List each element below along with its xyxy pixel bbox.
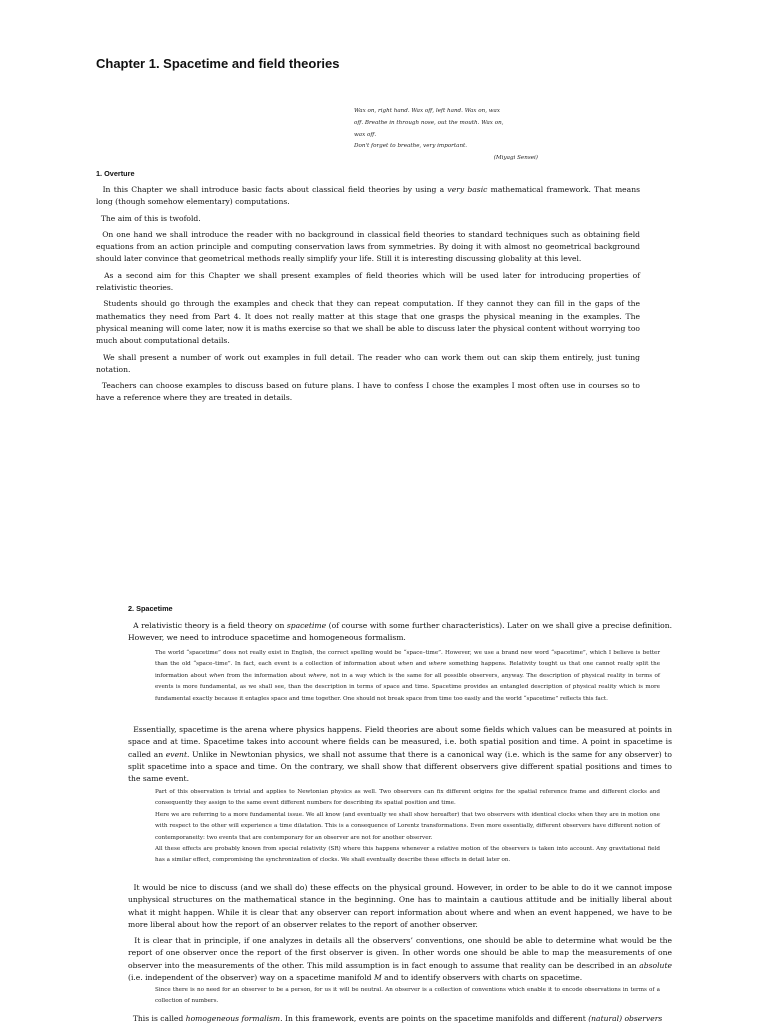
section-spacetime-body-3: [128, 882, 672, 988]
paragraph: In this Chapter we shall introduce basic facts about classical field theories by using a very basic mathematical framework. That means long (though somehow elementary) computations.: [96, 185, 640, 207]
epigraph-line: Don't forget to breathe, very important.: [354, 143, 468, 150]
footnote-remark: [155, 787, 660, 867]
remark-text: Here we are referring to a more fundamental issue. We all know (and eventually we shall show hereafter) that two observers with identical clocks when they are in motion one with respect to the other will experience a time dilatation. This is a consequence of Lorentz transformations. Even more essentially, different observers have different notion of contemporaneity: two events that are contemporary for an observer are not for another observer.: [155, 811, 660, 841]
paragraph: On one hand we shall introduce the reader with no background in classical field theories to standard techniques such as obtaining field equations from an action principle and computing conservation laws from symmetries. By doing it with almost no geometrical background should later convince that geometrical methods really simplify your life. Still it is interesting discussing globality at this level.: [96, 229, 641, 264]
paragraph: This is called homogeneous formalism. In this framework, events are points on the spacetime manifolds and different (natural) observers: [132, 1014, 663, 1023]
remark-text: All these effects are probably known from special relativity (SR) where this happens whenever a relative motion of the observers is taken into account. Any gravitational field has a similar effect, compromising the synchronization of clocks. We shall eventually describe these effects in detail later on.: [155, 846, 660, 864]
remark-text: The world “spacetime” does not really exist in English, the correct spelling would be “space–time”. However, we use a brand new word “spacetime”, which I believe is better than the old “space–time”. In fact, each event is a collection of information about when and where something happens. Relativity tought us that one cannot really split the information about when from the information about where, not in a way which is the same for all possible observers, anyway. The description of physical reality in terms of events is more fundamental, as we shall see, than the description in terms of space and time. Spacetime provides an entangled description of physical reality which is more fundamental exactly because it entagles space and time together. One should not break space from time too easily and the world “spacetime” reflects this fact.: [155, 650, 661, 702]
section-heading-overture: 1. Overture: [96, 169, 135, 178]
paragraph: The aim of this is twofold.: [100, 213, 201, 223]
paragraph: As a second aim for this Chapter we shall present examples of field theories which will be used later for introducing properties of relativistic theories.: [96, 270, 641, 293]
section-spacetime-body: [128, 620, 672, 649]
epigraph-line: wax off.: [354, 131, 377, 138]
epigraph-line: off. Breathe in through nose, out the mouth. Wax on,: [354, 119, 504, 126]
footnote-remark: [155, 648, 660, 705]
paragraph: Students should go through the examples and check that they can repeat computation. If they cannot they can fill in the gaps of the mathematics they need from Part 4. It does not really matter at this stage that one grasps the physical meaning in the examples. The physical meaning will come later, now it is maths exercise so that we shall be able to discuss later the physical content without worrying too much about computational details.: [96, 299, 641, 346]
chapter-title: Chapter 1. Spacetime and field theories: [96, 56, 340, 71]
paragraph: A relativistic theory is a field theory on spacetime (of course with some further characteristics). Later on we shall give a precise definition. However, we need to introduce spacetime and homogeneous formalism.: [128, 621, 672, 643]
paragraph: It would be nice to discuss (and we shall do) these effects on the physical ground. However, in order to be able to do it we cannot impose unphysical structures on the mathematical stance in the beginning. One has to maintain a cautious attitude and be initially liberal about what it might happen. While it is clear that any observer can report information about where and when an event happened, we have to be more liberal about how the report of an observer relates to the report of another observer.: [128, 883, 673, 929]
section-heading-spacetime: 2. Spacetime: [128, 604, 173, 613]
section-overture-body: [96, 184, 640, 409]
epigraph: [354, 106, 538, 165]
paragraph: Essentially, spacetime is the arena where physics happens. Field theories are about some fields which values can be measured at points in space and at time. Spacetime takes into account where fields can be measured, i.e. both spatial position and time. A point in spacetime is called an event. Unlike in Newtonian physics, we shall not assume that there is a canonical way (i.e. which is the same for any observer) to split spacetime into a space and time. On the contrary, we shall show that different observers give different spatial positions and times to the same event.: [128, 725, 672, 784]
paragraph: It is clear that in principle, if one analyzes in details all the observers’ conventions, one should be able to determine what would be the report of one observer once the report of the first observer is given. In other words one should be able to map the measurements of one observer into the measurements of the other. This mild assumption is in fact enough to assume that reality can be described in an absolute (i.e. independent of the observer) way on a spacetime manifold M and to identify observers with charts on spacetime.: [128, 936, 673, 983]
remark-text: Part of this observation is trivial and applies to Newtonian physics as well. Two observers can fix different origins for the spatial reference frame and different clocks and consequently they assign to the same event different numbers for describing its spatial position and time.: [155, 789, 660, 807]
remark-text: Since there is no need for an observer to be a person, for us it will be neutral. An observer is a collection of conventions which enable it to encode observations in terms of a collection of numbers.: [155, 987, 660, 1005]
section-spacetime-body-4: [128, 1013, 672, 1029]
paragraph: We shall present a number of work out examples in full detail. The reader who can work them out can skip them entirely, just tuning notation.: [96, 352, 641, 374]
epigraph-attribution: (Miyagi Sensei): [493, 155, 538, 162]
section-spacetime-body-2: [128, 724, 672, 789]
footnote-remark: [155, 985, 660, 1008]
epigraph-line: Wax on, right hand. Wax off, left hand. Wax on, wax: [354, 108, 501, 114]
paragraph: Teachers can choose examples to discuss based on future plans. I have to confess I chose the examples I most often use in courses so to have a reference where they are treated in details.: [96, 381, 641, 403]
